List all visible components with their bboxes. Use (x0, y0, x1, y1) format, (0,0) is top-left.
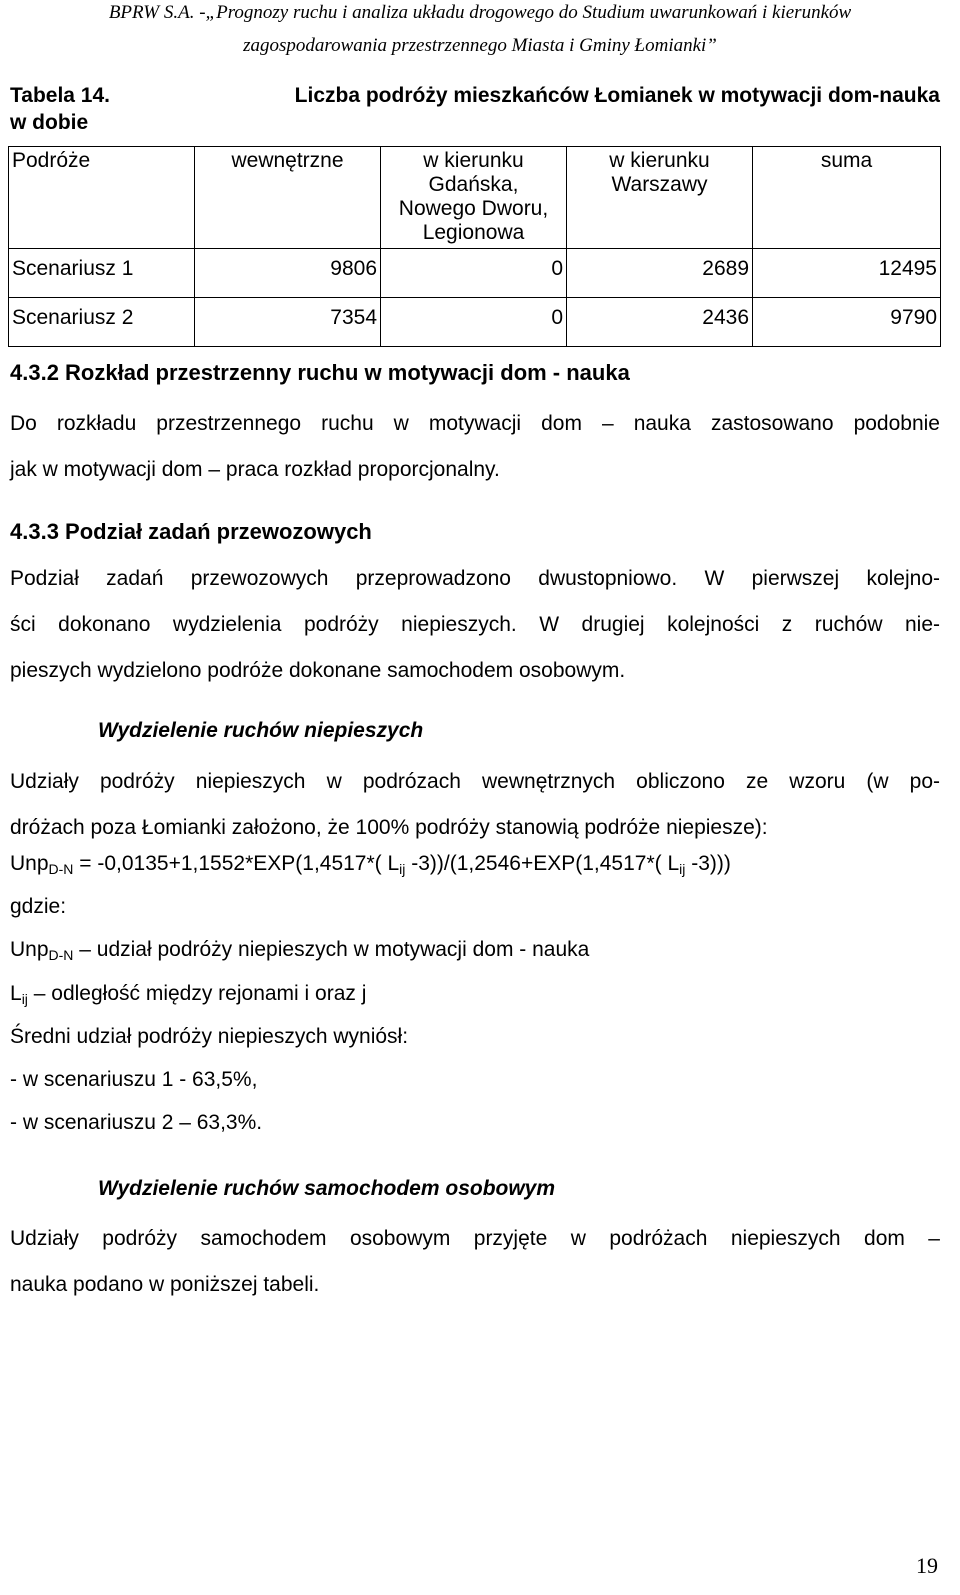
paragraph-line: ści dokonano wydzielenia podróży niepieszych. W drugiej kolejności z ruchów nie- (10, 613, 940, 636)
column-header: wewnętrzne (195, 147, 381, 249)
car-paragraph (10, 1216, 940, 1308)
column-header: Podróże (9, 147, 195, 249)
table-header-row (9, 147, 941, 249)
subheading-car: Wydzielenie ruchów samochodem osobowym (98, 1177, 556, 1200)
paragraph-line: dróżach poza Łomianki założono, że 100% podróży stanowią podróże niepiesze): (10, 816, 768, 839)
table-cell: 9806 (195, 249, 381, 298)
column-header (567, 147, 753, 249)
page-number: 19 (916, 1553, 938, 1578)
average-share: Średni udział podróży niepieszych wyniósł: (10, 1025, 409, 1048)
table-row (9, 298, 941, 347)
table-cell: 0 (381, 298, 567, 347)
paragraph-line: jak w motywacji dom – praca rozkład proporcjonalny. (10, 458, 500, 481)
bullet-scenario-1: - w scenariuszu 1 - 63,5%, (10, 1068, 258, 1091)
table-caption (10, 82, 940, 136)
column-header-line: Legionowa (422, 221, 525, 244)
section-4-3-3-paragraph (10, 556, 940, 694)
column-header-line: Gdańska, (428, 173, 519, 196)
paragraph-line: Udziały podróży samochodem osobowym przyjęte w podróżach niepieszych dom – (10, 1227, 940, 1250)
table-cell: 9790 (753, 298, 941, 347)
table-cell: 0 (381, 249, 567, 298)
column-header-line: w kierunku (423, 149, 524, 172)
column-header (381, 147, 567, 249)
table-cell: 12495 (753, 249, 941, 298)
table-cell: 2689 (567, 249, 753, 298)
pedestrian-paragraph (10, 759, 940, 851)
paragraph-line: nauka podano w poniższej tabeli. (10, 1273, 320, 1296)
definition-lij: $L_{ij}$ – odległość między rejonami i oraz j (10, 982, 367, 1007)
paragraph-line: Udziały podróży niepieszych w podrózach wewnętrznych obliczono ze wzoru (w po- (10, 770, 940, 793)
paragraph-line: Do rozkładu przestrzennego ruchu w motywacji dom – nauka zastosowano podobnie (10, 412, 940, 435)
where-label: gdzie: (10, 895, 67, 918)
caption-label: Tabela 14. (10, 84, 110, 107)
table-cell: Scenariusz 2 (9, 298, 195, 347)
header-line-1: BPRW S.A. -„Prognozy ruchu i analiza układu drogowego do Studium uwarunkowań i kierunków (108, 2, 852, 23)
column-header: suma (753, 147, 941, 249)
formula: Unp$_{D-N}$ = -0,0135+1,1552*EXP(1,4517*( $L_{ij}$ -3))/(1,2546+EXP(1,4517*( $L_{ij}$ -3))) (10, 852, 731, 877)
section-heading-4-3-2: 4.3.2 Rozkład przestrzenny ruchu w motywacji dom - nauka (10, 360, 630, 385)
paragraph-line: pieszych wydzielono podróże dokonane samochodem osobowym. (10, 659, 626, 682)
header-line-2: zagospodarowania przestrzennego Miasta i Gminy Łomianki” (243, 35, 717, 56)
definition-unp: Unp$_{D-N}$ – udział podróży niepieszych w motywacji dom - nauka (10, 938, 590, 963)
caption-continuation: w dobie (10, 111, 89, 134)
paragraph-line: Podział zadań przewozowych przeprowadzono dwustopniowo. W pierwszej kolejno- (10, 567, 940, 590)
subheading-pedestrian: Wydzielenie ruchów niepieszych (98, 719, 424, 742)
table-cell: Scenariusz 1 (9, 249, 195, 298)
column-header-line: w kierunku (609, 149, 710, 172)
section-4-3-2-paragraph (10, 401, 940, 493)
bullet-scenario-2: - w scenariuszu 2 – 63,3%. (10, 1111, 263, 1134)
section-heading-4-3-3: 4.3.3 Podział zadań przewozowych (10, 519, 372, 544)
table-cell: 7354 (195, 298, 381, 347)
caption-text: Liczba podróży mieszkańców Łomianek w motywacji dom-nauka (294, 84, 940, 107)
column-header-line: Nowego Dworu, (398, 197, 549, 220)
table-cell: 2436 (567, 298, 753, 347)
table-row (9, 249, 941, 298)
trips-table (8, 146, 941, 347)
column-header-line: Warszawy (611, 173, 708, 196)
